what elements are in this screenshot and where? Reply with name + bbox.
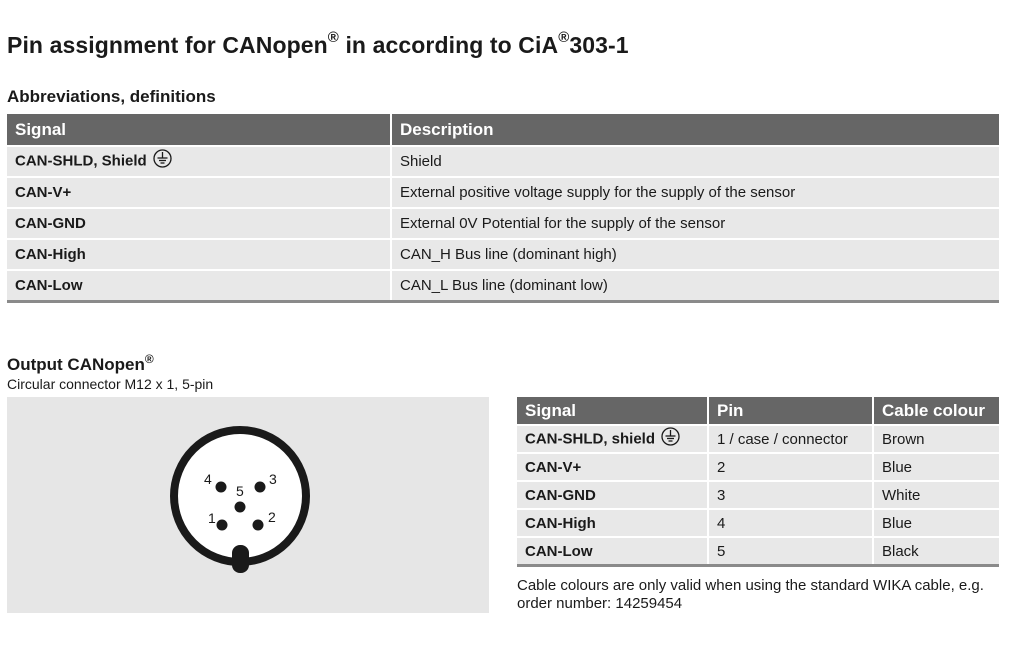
description-cell: External 0V Potential for the supply of the sensor [391, 208, 999, 239]
ground-icon [661, 427, 680, 450]
table-row [7, 146, 999, 177]
pin-label-4: 4 [204, 471, 212, 487]
page-title [7, 29, 629, 59]
signal-cell: CAN-GND [7, 208, 391, 239]
pin-label-1: 1 [208, 510, 216, 526]
abbreviations-heading: Abbreviations, definitions [7, 87, 216, 106]
column-header-cable-colour: Cable colour [873, 397, 999, 425]
column-header-signal: Signal [517, 397, 708, 425]
output-pin-table [517, 397, 999, 567]
pin-5 [235, 502, 246, 513]
table-header-row [7, 114, 999, 146]
connector-caption: Circular connector M12 x 1, 5-pin [7, 376, 214, 392]
output-heading [7, 352, 154, 375]
signal-cell: CAN-High [7, 239, 391, 270]
table-row [7, 208, 999, 239]
table-row [7, 177, 999, 208]
table-row [7, 239, 999, 270]
pin-label-3: 3 [269, 471, 277, 487]
pin-cell: 1 / case / connector [708, 425, 873, 453]
connector-diagram [7, 397, 489, 613]
output-heading-text: Output CANopen [7, 355, 145, 374]
column-header-pin: Pin [708, 397, 873, 425]
connector-key [232, 545, 249, 573]
signal-cell: CAN-Low [7, 270, 391, 302]
pin-cell: 4 [708, 509, 873, 537]
table-row [517, 481, 999, 509]
m12-connector-diagram [7, 397, 489, 613]
signal-cell: CAN-Low [517, 537, 708, 566]
pin-label-5: 5 [236, 483, 244, 499]
title-main: Pin assignment for CANopen [7, 32, 328, 58]
description-cell: Shield [391, 146, 999, 177]
pin-cell: 3 [708, 481, 873, 509]
cable-colour-cell: White [873, 481, 999, 509]
description-cell: CAN_L Bus line (dominant low) [391, 270, 999, 302]
signal-name: CAN-SHLD, shield [525, 429, 656, 447]
pin-1 [217, 520, 228, 531]
pin-label-2: 2 [268, 509, 276, 525]
pin-2 [253, 520, 264, 531]
table-row [517, 453, 999, 481]
table-row [517, 509, 999, 537]
output-registered-mark: ® [144, 352, 154, 366]
title-tail: 303-1 [569, 32, 629, 58]
signal-cell: CAN-GND [517, 481, 708, 509]
cable-colour-cell: Black [873, 537, 999, 566]
table-row [517, 425, 999, 453]
title-middle: in according to CiA [338, 32, 559, 58]
pin-cell: 2 [708, 453, 873, 481]
cable-colour-cell: Brown [873, 425, 999, 453]
column-header-signal: Signal [7, 114, 391, 146]
pin-cell: 5 [708, 537, 873, 566]
signal-cell: CAN-V+ [517, 453, 708, 481]
signal-cell: CAN-V+ [7, 177, 391, 208]
title-registered-mark-1: ® [327, 29, 339, 46]
title-registered-mark-2: ® [558, 29, 570, 46]
table-row [7, 270, 999, 302]
signal-cell: CAN-High [517, 509, 708, 537]
pin-3 [255, 482, 266, 493]
pin-4 [216, 482, 227, 493]
signal-cell [7, 146, 391, 177]
cable-colour-cell: Blue [873, 453, 999, 481]
column-header-description: Description [391, 114, 999, 146]
cable-colour-cell: Blue [873, 509, 999, 537]
abbreviations-table [7, 114, 999, 303]
signal-name: CAN-SHLD, Shield [15, 152, 147, 170]
cable-colour-note: Cable colours are only valid when using the standard WIKA cable, e.g. order number: 14259454 [517, 577, 984, 612]
ground-icon [153, 149, 172, 172]
description-cell: CAN_H Bus line (dominant high) [391, 239, 999, 270]
table-row [517, 537, 999, 566]
signal-cell [517, 425, 708, 453]
description-cell: External positive voltage supply for the supply of the sensor [391, 177, 999, 208]
table-header-row [517, 397, 999, 425]
